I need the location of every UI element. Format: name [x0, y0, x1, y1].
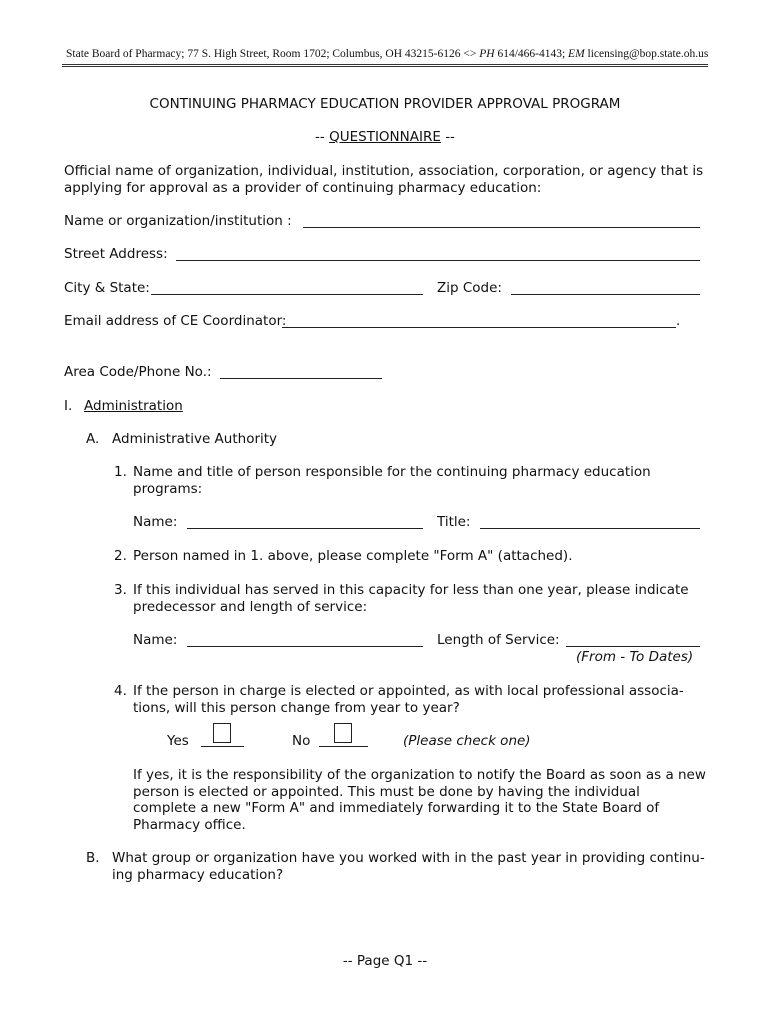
- yes-underline: [201, 746, 244, 747]
- q4-note-line-3: complete a new "Form A" and immediately forwarding it to the State Board of: [133, 800, 660, 816]
- header-rule-top: [62, 64, 708, 65]
- section-title: Administration: [84, 398, 183, 414]
- street-label: Street Address:: [64, 246, 168, 262]
- page-header: [66, 48, 708, 60]
- q3-line-2: predecessor and length of service:: [133, 599, 368, 615]
- org-name-field[interactable]: [303, 227, 700, 228]
- email-field[interactable]: [282, 327, 676, 328]
- header-address: State Board of Pharmacy; 77 S. High Street, Room 1702; Columbus, OH 43215-6126 <>: [66, 48, 477, 60]
- q1-title-field[interactable]: [480, 528, 700, 529]
- q4-note-line-4: Pharmacy office.: [133, 817, 246, 833]
- email-label: Email address of CE Coordinator:: [64, 313, 287, 329]
- check-one-note: (Please check one): [403, 733, 531, 749]
- header-em-label: EM: [568, 48, 585, 60]
- q3-number: 3.: [114, 582, 127, 598]
- q3-length-field[interactable]: [566, 646, 700, 647]
- subsection-b-letter: B.: [86, 850, 100, 866]
- q3-dates-note: (From - To Dates): [576, 649, 694, 665]
- subtitle-suffix: --: [445, 129, 455, 145]
- yes-label: Yes: [167, 733, 189, 749]
- yes-checkbox[interactable]: [213, 723, 231, 743]
- q4-line-2: tions, will this person change from year to year?: [133, 700, 460, 716]
- q1-line-2: programs:: [133, 481, 203, 497]
- q4-note-line-1: If yes, it is the responsibility of the organization to notify the Board as soon as a new: [133, 767, 706, 783]
- section-number: I.: [64, 398, 73, 414]
- q3-name-label: Name:: [133, 632, 178, 648]
- q3-length-label: Length of Service:: [437, 632, 560, 648]
- page-title: CONTINUING PHARMACY EDUCATION PROVIDER APPROVAL PROGRAM: [149, 96, 621, 112]
- subsection-b-line-2: ing pharmacy education?: [112, 867, 284, 883]
- city-state-label: City & State:: [64, 280, 150, 296]
- header-phone: 614/466-4143;: [497, 48, 566, 60]
- q3-name-field[interactable]: [187, 646, 423, 647]
- header-rule-bottom: [62, 66, 708, 67]
- email-end-period: .: [676, 313, 681, 329]
- subsection-a-letter: A.: [86, 431, 100, 447]
- zip-field[interactable]: [511, 294, 700, 295]
- subtitle-row: [0, 129, 770, 145]
- city-state-field[interactable]: [151, 294, 423, 295]
- q2-number: 2.: [114, 548, 127, 564]
- q3-line-1: If this individual has served in this capacity for less than one year, please indicate: [133, 582, 689, 598]
- no-label: No: [292, 733, 311, 749]
- header-email: licensing@bop.state.oh.us: [587, 48, 709, 60]
- q1-title-label: Title:: [437, 514, 471, 530]
- page-footer: -- Page Q1 --: [342, 953, 428, 969]
- q2-text: Person named in 1. above, please complete "Form A" (attached).: [133, 548, 573, 564]
- subtitle-prefix: --: [315, 129, 325, 145]
- q4-number: 4.: [114, 683, 127, 699]
- subsection-a-title: Administrative Authority: [112, 431, 278, 447]
- q4-note-line-2: person is elected or appointed. This must be done by having the individual: [133, 784, 640, 800]
- phone-label: Area Code/Phone No.:: [64, 364, 212, 380]
- subtitle: QUESTIONNAIRE: [329, 129, 441, 145]
- intro-line-1: Official name of organization, individual, institution, association, corporation, or agency that is: [64, 163, 704, 179]
- street-field[interactable]: [176, 260, 700, 261]
- q4-line-1: If the person in charge is elected or appointed, as with local professional associa-: [133, 683, 684, 699]
- q1-name-label: Name:: [133, 514, 178, 530]
- q1-line-1: Name and title of person responsible for the continuing pharmacy education: [133, 464, 651, 480]
- zip-label: Zip Code:: [437, 280, 502, 296]
- no-underline: [319, 746, 368, 747]
- phone-field[interactable]: [220, 378, 382, 379]
- org-name-label: Name or organization/institution :: [64, 213, 292, 229]
- intro-line-2: applying for approval as a provider of continuing pharmacy education:: [64, 180, 542, 196]
- no-checkbox[interactable]: [334, 723, 352, 743]
- header-ph-label: PH: [479, 48, 495, 60]
- q1-number: 1.: [114, 464, 127, 480]
- q1-name-field[interactable]: [187, 528, 423, 529]
- subsection-b-line-1: What group or organization have you worked with in the past year in providing continu-: [112, 850, 705, 866]
